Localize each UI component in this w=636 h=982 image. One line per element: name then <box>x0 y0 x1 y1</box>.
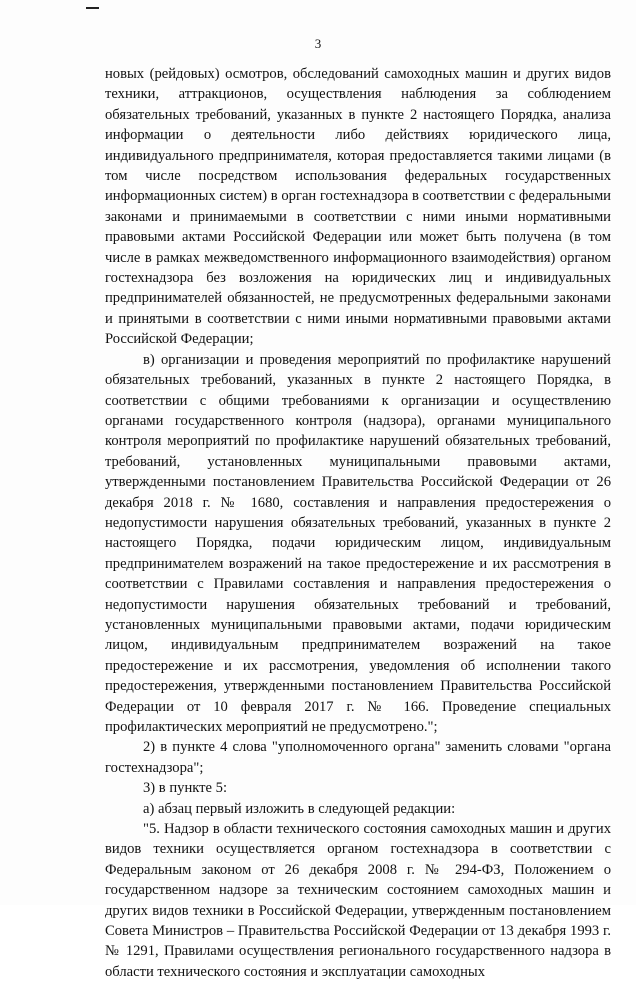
scan-artifact-mark <box>86 7 99 9</box>
document-body <box>105 64 611 982</box>
paragraph-item-a: а) абзац первый изложить в следующей редакции: <box>143 800 456 817</box>
paragraph-item-3: 3) в пункте 5: <box>143 780 228 797</box>
paragraph-item-2: 2) в пункте 4 слова "уполномоченного органа" заменить словами "органа гостехнадзора"; <box>105 739 611 776</box>
paragraph-continuation: новых (рейдовых) осмотров, обследований самоходных машин и других видов техники, аттракционов, осуществления наблюдения за соблюдением обязательных требований, указанных в пункте 2 настоящего Порядка, анализа информации о деятельности либо действиях юридического лица, индивидуального предпринимателя, которая предоставляется такими лицами (в том числе посредством использования федеральных государственных информационных систем) в орган гостехнадзора в соответствии с федеральными законами и принимаемыми в соответствии с ними иными нормативными правовыми актами Российской Федерации или может быть получена (в том числе в рамках межведомственного информационного взаимодействия) органом гостехнадзора без возложения на юридических лиц и индивидуальных предпринимателей обязанностей, не предусмотренных федеральными законами и принятыми в соответствии с ними иными нормативными правовыми актами Российской Федерации; <box>105 66 611 348</box>
paragraph-item-v: в) организации и проведения мероприятий по профилактике нарушений обязательных требований, указанных в пункте 2 настоящего Порядка, в соответствии с общими требованиями к организации и осуществлению органами государственного контроля (надзора), органами муниципального контроля мероприятий по профилактике нарушений обязательных требований, требований, установленных муниципальными правовыми актами, утвержденными постановлением Правительства Российской Федерации от 26 декабря 2018 г. № 1680, составления и направления предостережения о недопустимости нарушения обязательных требований, указанных в пункте 2 настоящего Порядка, подачи юридическим лицом, индивидуальным предпринимателем возражений на такое предостережение и их рассмотрения в соответствии с Правилами составления и направления предостережения о недопустимости нарушения обязательных требований и требований, установленных муниципальными правовыми актами, подачи юридическим лицом, индивидуальным предпринимателем возражений на такое предостережение и их рассмотрения, уведомления об исполнении такого предостережения, утвержденными постановлением Правительства Российской Федерации от 10 февраля 2017 г. № 166. Проведение специальных профилактических мероприятий не предусмотрено."; <box>105 351 611 735</box>
paragraph-clause-5: "5. Надзор в области технического состояния самоходных машин и других видов техники осуществляется органом гостехнадзора в соответствии с Федеральным законом от 26 декабря 2008 г. № 294-ФЗ, Положением о государственном надзоре за техническим состоянием самоходных машин и других видов техники в Российской Федерации, утвержденным постановлением Совета Министров – Правительства Российской Федерации от 13 декабря 1993 г. № 1291, Правилами осуществления регионального государственного надзора в области технического состояния и эксплуатации самоходных <box>105 821 611 980</box>
page-number: 3 <box>314 36 322 51</box>
